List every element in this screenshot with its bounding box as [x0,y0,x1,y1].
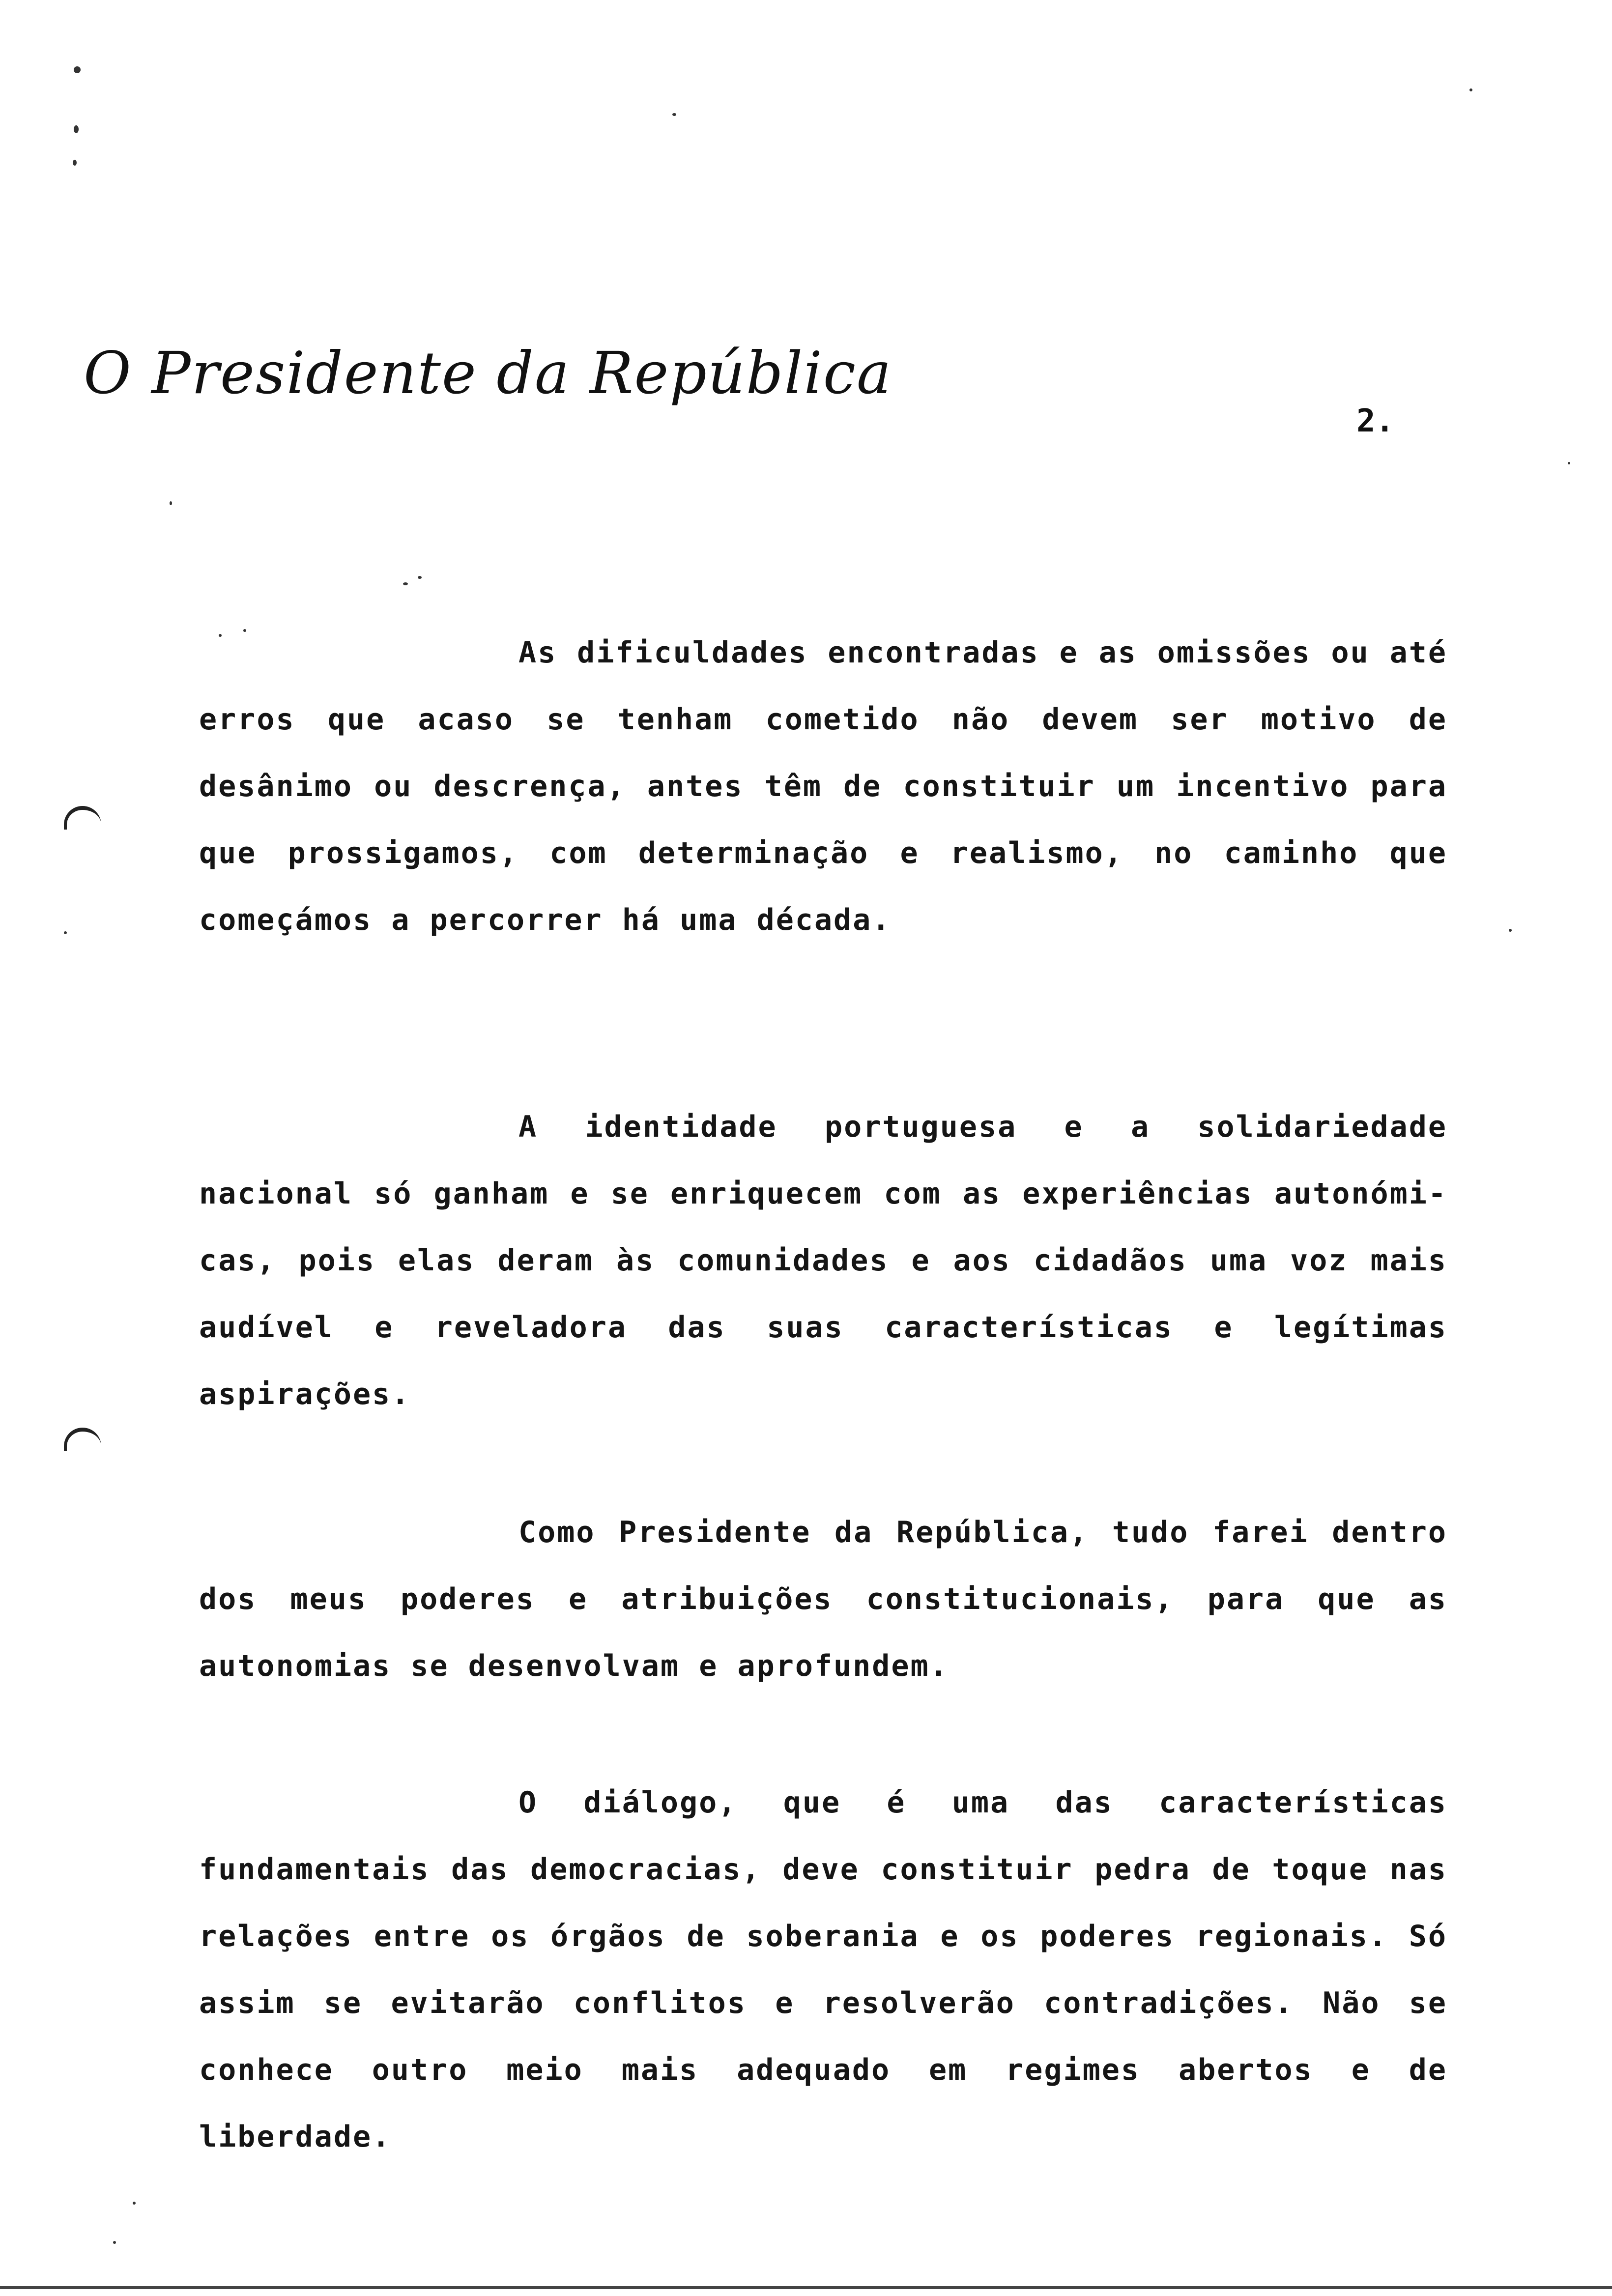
scan-speck [74,125,79,133]
letterhead: O Presidente da República [84,339,892,407]
paragraph-1: As dificuldades encontradas e as omissões ou até erros que acaso se tenham cometido não devem ser motivo de desânimo ou descrença, antes têm de constituir um incentivo para que prossigamos, com determinação e realismo, no caminho que começámos a percorrer há uma década. [199,635,1447,937]
scan-speck [133,2202,136,2205]
paragraph-3: Como Presidente da República, tudo farei dentro dos meus poderes e atribuições constitucionais, para que as autonomias se desenvolvam e aprofundem. [199,1515,1447,1683]
scan-speck [243,629,246,632]
scan-speck [74,66,81,73]
margin-pencil-mark [64,806,101,830]
scan-speck [73,160,77,166]
scan-speck [113,2241,116,2244]
scan-speck [170,501,172,505]
scan-speck [1509,929,1512,932]
margin-pencil-mark [64,1428,101,1451]
bottom-edge-rule [0,2286,1612,2289]
paragraph-4: O diálogo, que é uma das características fundamentais das democracias, deve constituir pedra de toque nas relações entre os órgãos de soberania e os poderes regionais. Só assim se evitarão conflitos e resolverão contradições. Não se conhece outro meio mais adequado em regimes abertos e de liberdade. [199,1785,1447,2154]
scan-speck [418,576,422,579]
scan-speck [403,582,408,585]
scan-speck [1568,462,1570,464]
scan-speck [219,634,222,637]
scan-speck [64,931,67,934]
paragraph-2: A identidade portuguesa e a solidariedade nacional só ganham e se enriquecem com as experiências autonómi-cas, pois elas deram às comunidades e aos cidadãos uma voz mais audível e reveladora das suas características e legítimas aspirações. [199,1110,1447,1411]
scan-speck [672,113,676,116]
page-number: 2. [1356,403,1395,439]
scan-speck [1469,88,1472,91]
